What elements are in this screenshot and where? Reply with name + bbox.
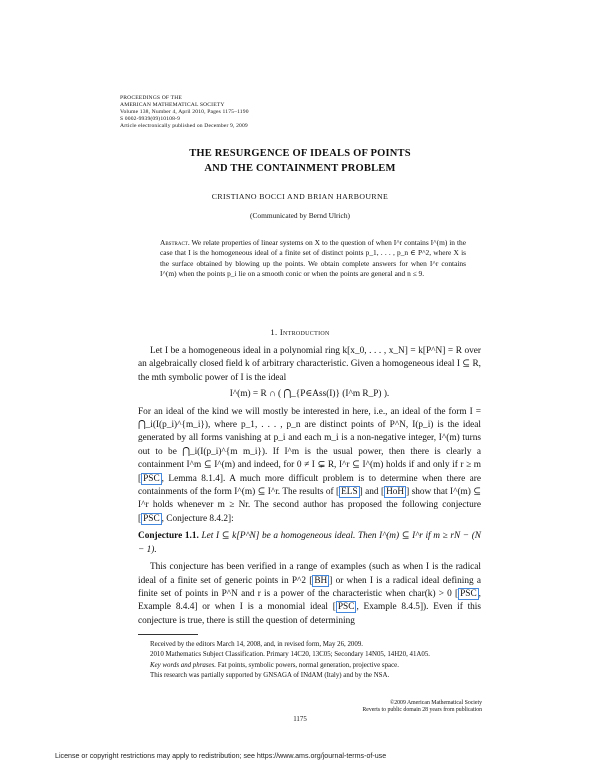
copyright-notice	[300, 700, 482, 714]
paragraph-2-part-d: show that I^(m) ⊆ I^r holds whenever m ≥ Nr. The second author has proposed the following conjecture	[138, 487, 482, 511]
section-title: Introduction	[279, 327, 330, 337]
citation-psc[interactable]: PSC	[143, 513, 160, 524]
paragraph-2-part-c: and	[365, 487, 379, 498]
footnote-keywords	[138, 661, 481, 671]
conjecture-label: Conjecture 1.1.	[138, 531, 199, 542]
header-line-3: Volume 138, Number 4, April 2010, Pages 1175–1190	[120, 108, 249, 115]
authors: CRISTIANO BOCCI AND BRIAN HARBOURNE	[211, 192, 389, 201]
copyright-line-1: ©2009 American Mathematical Society	[389, 700, 482, 706]
equation-symbolic-power: I^(m) = R ∩ ( ⋂_{P∈Ass(I)} (I^m R_P) ).	[229, 389, 390, 400]
conjecture	[138, 530, 481, 557]
license-link[interactable]: License or copyright restrictions may apply to redistribution; see https://www.ams.org/journal-terms-of-use	[55, 752, 387, 760]
paragraph-3-part-c: , Example 8.4.4] or when I is a monomial ideal	[138, 588, 481, 613]
paragraph-2-part-b: , Lemma 8.1.4]. A much more difficult problem is to determine when there are containments of the form I^(m) ⊆ I^r. The results of	[138, 473, 481, 498]
footnote-support: This research was partially supported by GNSAGA of INdAM (Italy) and by the NSA.	[150, 671, 390, 679]
journal-header	[120, 95, 420, 130]
citation-hoh[interactable]: HoH	[386, 487, 405, 498]
paragraph-3: This conjecture has been verified in a range of examples (such as when I is the radical ideal of a finite set of generic points in P^2 [ BH ] or when I is a radical ideal defining a finite set of points in P^N and r is a power of the characteristic when char(k) > 0 [ PSC , Example 8.4.4] or when I is a monomial ideal [ PSC , Example 8.4.5]). Even if this conjecture is true, there is still the question of determining	[138, 562, 482, 626]
paragraph-3-part-a: This conjecture has been verified in a range of examples (such as when I is the radical ideal of a finite set of generic points in P^2	[138, 562, 481, 586]
footnote-msc: 2010 Mathematics Subject Classification. Primary 14C20, 13C05; Secondary 14N05, 14H20, 41A05.	[150, 651, 430, 659]
page-number: 1175	[293, 716, 307, 723]
citation-psc[interactable]: PSC	[143, 473, 160, 484]
footnotes	[138, 640, 481, 681]
body-text	[138, 345, 481, 628]
title-line-2: AND THE CONTAINMENT PROBLEM	[204, 163, 396, 174]
keywords-text: Fat points, symbolic powers, normal generation, projective space.	[217, 661, 399, 669]
title-line-1: THE RESURGENCE OF IDEALS OF POINTS	[189, 148, 411, 159]
footnote-received: Received by the editors March 14, 2008, and, in revised form, May 26, 2009.	[150, 641, 363, 648]
paragraph-2-part-e: , Conjecture 8.4.2]:	[161, 513, 234, 524]
copyright-line-2: Reverts to public domain 28 years from publication	[362, 707, 482, 713]
paragraph-3-part-b: or when I is a radical ideal defining a finite set of points in P^N and r is a power of the characteristic when char(k) > 0	[138, 575, 482, 599]
header-line-2: AMERICAN MATHEMATICAL SOCIETY	[120, 101, 225, 108]
header-line-5: Article electronically published on December 9, 2009	[120, 122, 248, 129]
citation-psc[interactable]: PSC	[337, 602, 355, 613]
abstract-text: We relate properties of linear systems on X to the question of when I^r contains I^(m) in the case that I is the homogeneous ideal of a finite set of distinct points p_1, . . . , p_n ∈ P^2, where X is the surface obtained by blowing up the points. We obtain complete answers for when I^r contains I^(m) when the points p_i lie on a smooth conic or when the points are general and n ≤ 9.	[160, 238, 466, 278]
paragraph-2: For an ideal of the kind we will mostly be interested in here, i.e., an ideal of the form I = ⋂_i(I(p_i)^{m_i}), where p_1, . . . , p_n are distinct points of P^N, I(p_i) is the ideal generated by all forms vanishing at p_i and each m_i is a non-negative integer, I^(m) turns out to be ⋂_i(I(p_i)^{m m_i}). If I^m is the usual power, then there is clearly a containment I^m ⊆ I^(m) and indeed, for 0 ≠ I ⊊ R, I^r ⊆ I^(m) holds if and only if r ≥ m [ PSC , Lemma 8.1.4]. A much more difficult problem is to determine when there are containments of the form I^(m) ⊆ I^r. The results of [ ELS ] and [ HoH ] show that I^(m) ⊆ I^r holds whenever m ≥ Nr. The second author has proposed the following conjecture [ PSC , Conjecture 8.4.2]:	[138, 406, 482, 524]
citation-psc[interactable]: PSC	[460, 588, 477, 599]
citation-els[interactable]: ELS	[341, 487, 358, 498]
section-heading	[0, 327, 600, 337]
abstract	[160, 238, 466, 279]
communicated-by: (Communicated by Bernd Ulrich)	[250, 211, 350, 220]
footnote-rule	[138, 634, 198, 635]
paragraph-2-part-a: For an ideal of the kind we will mostly be interested in here, i.e., an ideal of the form I = ⋂_i(I(p_i)^{m_i}), where p_1, . . . , p_n are distinct points of P^N, I(p_i) is the ideal generated by all forms vanishing at p_i and each m_i is a non-negative integer, I^(m) turns out to be ⋂_i(I(p_i)^{m m_i}). If I^m is the usual power, then there is clearly a containment I^m ⊆ I^(m) and indeed, for 0 ≠ I ⊊ R, I^r ⊆ I^(m) holds if and only if r ≥ m	[138, 406, 481, 471]
paragraph-1: Let I be a homogeneous ideal in a polynomial ring k[x_0, . . . , x_N] = k[P^N] = R over an algebraically closed field k of arbitrary characteristic. Given a homogeneous ideal I ⊆ R, the mth symbolic power of I is the ideal	[138, 346, 481, 383]
section-number: 1.	[270, 327, 278, 337]
conjecture-text: Let I ⊆ k[P^N] be a homogeneous ideal. Then I^(m) ⊆ I^r if m ≥ rN − (N − 1).	[138, 531, 481, 555]
abstract-label: Abstract.	[160, 238, 190, 247]
keywords-label: Key words and phrases.	[150, 661, 216, 669]
header-line-4: S 0002-9939(09)10108-9	[120, 115, 181, 122]
paragraph-3-part-d: , Example 8.4.5]). Even if this conjecture is true, there is still the question of determining	[138, 602, 482, 626]
header-line-1: PROCEEDINGS OF THE	[120, 95, 182, 101]
paper-title	[0, 146, 600, 176]
citation-bh[interactable]: BH	[314, 575, 328, 586]
